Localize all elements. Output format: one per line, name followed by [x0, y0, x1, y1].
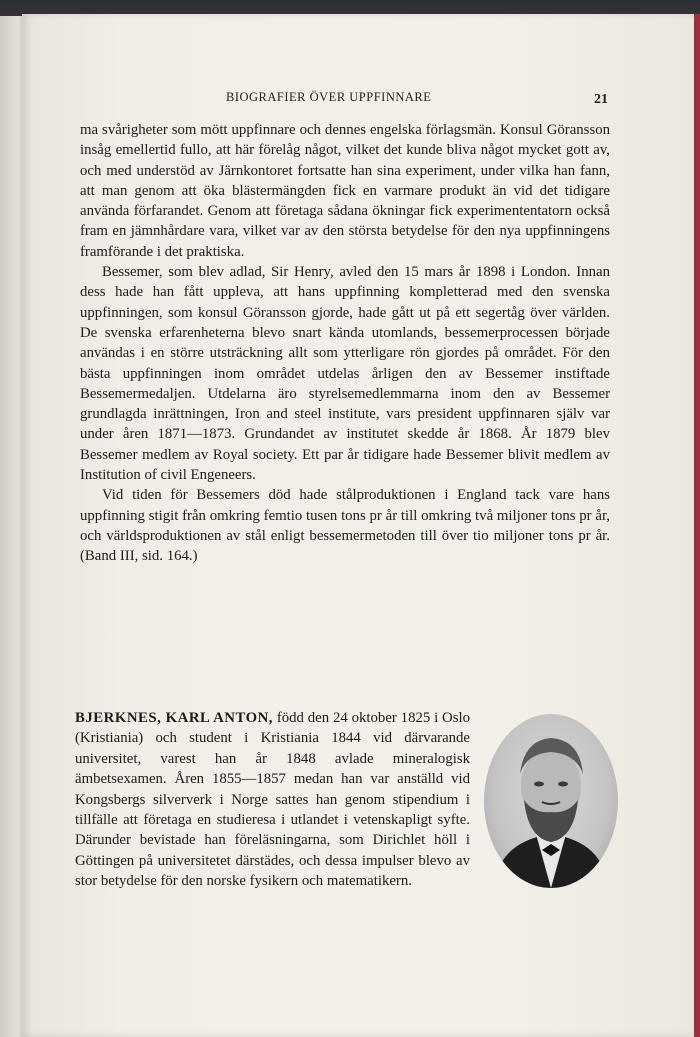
paragraph-3: Vid tiden för Bessemers död hade stålproduktionen i England tack vare hans uppfinning stigit från omkring femtio tusen tons pr år till omkring två miljoner tons pr år, och världsproduktionen av stål enligt bessemermetoden till över tio miljoner tons pr år. (Band III, sid. 164.) — [80, 487, 610, 565]
running-header: BIOGRAFIER ÖVER UPPFINNARE — [226, 90, 432, 104]
biography-entry — [75, 708, 610, 892]
portrait-figure — [484, 714, 618, 888]
article-body — [80, 120, 610, 567]
page-number: 21 — [594, 92, 608, 107]
entry-text: född den 24 oktober 1825 i Oslo (Kristiania) och student i Kristiania 1844 vid därvarande universitet, varest han år 1848 avlade mineralogisk ämbetsexamen. Åren 1855—1857 medan han var anställd vid Kongsbergs silververk i Norge sattes han genom stipendium i tillfälle att företaga en studieresa i utlandet i vetenskapligt syfte. Därunder bevistade han föreläsningarna, som Dirichlet höll i Göttingen på universitetet därstädes, och dessa impulser blevo av stor betydelse för den norske fysikern och matematikern. — [75, 710, 470, 890]
entry-name: BJERKNES, KARL ANTON, — [75, 710, 273, 726]
paragraph-1: ma svårigheter som mött uppfinnare och dennes engelska förlagsmän. Konsul Göransson insåg emellertid fullo, att här förelåg något, vilket det kunde bliva något mycket gott av, och med understöd av Järnkontoret fortsatte han sina experiment, under vilka han fann, att man genom att öka blästermängden fick en varmare produkt än vid det tidigare använda förfarandet. Genom att företaga sådana ökningar fick experimententatorn också fram en jämnhårdare vara, vilket var av den största betydelse för den nya uppfinningens framförande i det praktiska. — [80, 122, 610, 260]
paragraph-2: Bessemer, som blev adlad, Sir Henry, avled den 15 mars år 1898 i London. Innan dess hade han fått uppleva, att hans uppfinning kompletterad med den svenska uppfinningen, som konsul Göransson gjorde, hade gått ut på ett segertåg över världen. De svenska erfarenheterna blevo snart kända utomlands, bessemerprocessen började användas i en större utsträckning allt som ytterligare rön gjordes på området. För den bästa uppfinningen inom området utdelas årligen den av Bessemer instiftade Bessemermedaljen. Utdelarna äro styrelsemedlemmarna inom den av Bessemer grundlagda inrättningen, Iron and steel institute, vars president uppfinnaren själv var under åren 1871—1873. Grundandet av institutet skedde år 1868. År 1879 blev Bessemer medlem av Royal society. Ett par år tidigare hade Bessemer blivit medlem av Institution of civil Engeneers. — [80, 264, 610, 484]
portrait-photo — [484, 714, 618, 888]
